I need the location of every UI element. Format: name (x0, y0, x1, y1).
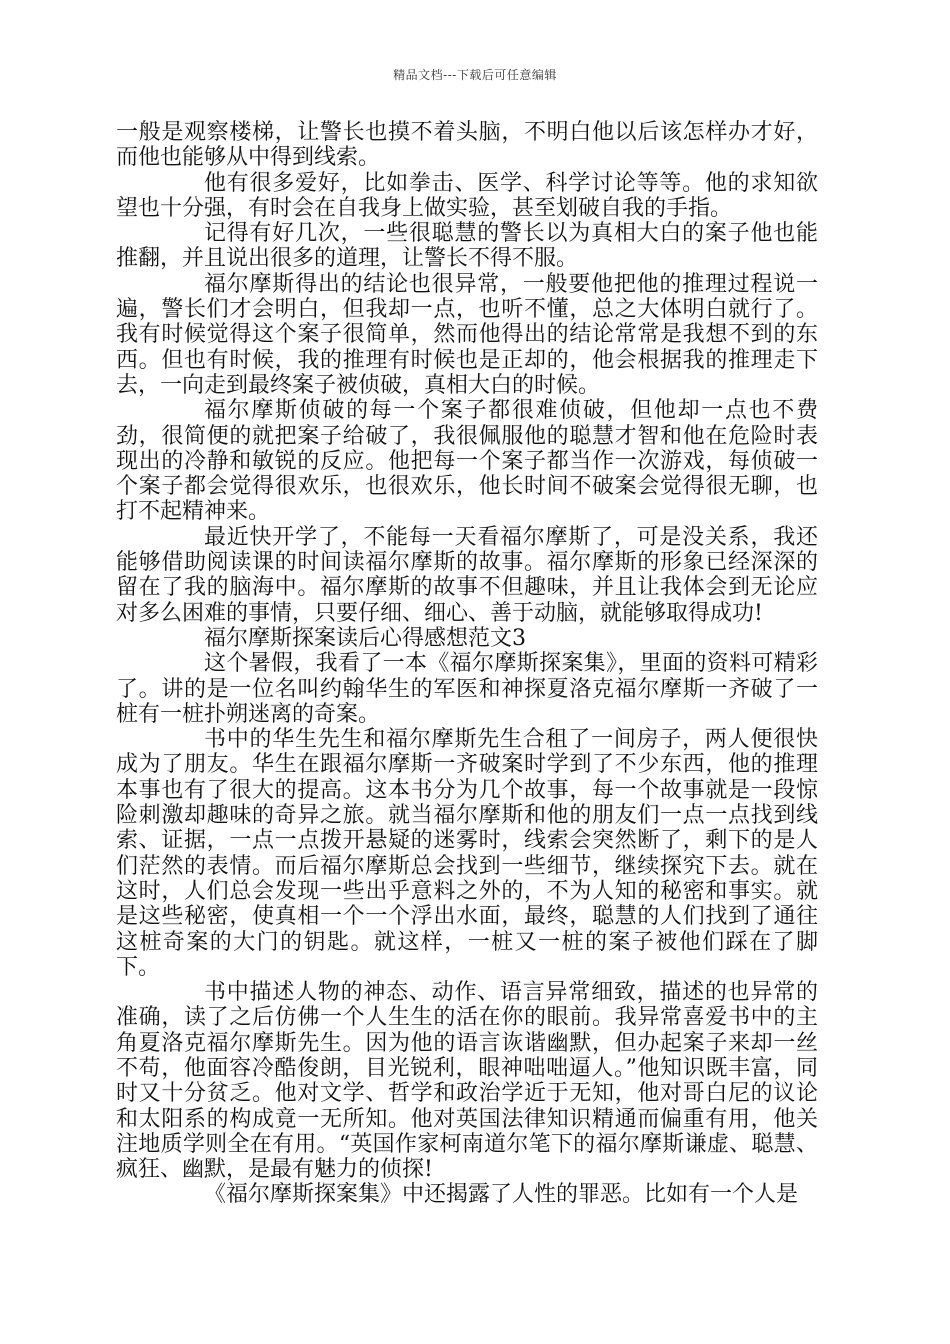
paragraph: 这个暑假，我看了一本《福尔摩斯探案集》，里面的资料可精彩了。讲的是一位名叫约翰华生的军医和神探夏洛克福尔摩斯一齐破了一桩有一桩扑朔迷离的奇案。 (116, 651, 818, 727)
page-header: 精品文档---下载后可任意编辑 (393, 68, 557, 82)
paragraph: 记得有好几次，一些很聪慧的警长以为真相大白的案子他也能推翻，并且说出很多的道理，让警长不得不服。 (116, 221, 818, 272)
paragraph: 一般是观察楼梯，让警长也摸不着头脑，不明白他以后该怎样办才好，而他也能够从中得到线索。 (116, 120, 818, 171)
paragraph: 《福尔摩斯探案集》中还揭露了人性的罪恶。比如有一个人是 (204, 1182, 799, 1208)
paragraph: 福尔摩斯侦破的每一个案子都很难侦破，但他却一点也不费劲，很简便的就把案子给破了，我很佩服他的聪慧才智和他在危险时表现出的冷静和敏锐的反应。他把每一个案子都当作一次游戏，每侦破一个案子都会觉得很欢乐，也很欢乐，他长时间不破案会觉得很无聊，也打不起精神来。 (116, 398, 818, 525)
paragraph: 最近快开学了，不能每一天看福尔摩斯了，可是没关系，我还能够借助阅读课的时间读福尔摩斯的故事。福尔摩斯的形象已经深深的留在了我的脑海中。福尔摩斯的故事不但趣味，并且让我体会到无论应对多么困难的事情，只要仔细、细心、善于动脑，就能够取得成功! (116, 524, 818, 626)
paragraph: 福尔摩斯得出的结论也很异常，一般要他把他的推理过程说一遍，警长们才会明白，但我却一点，也听不懂，总之大体明白就行了。我有时候觉得这个案子很简单，然而他得出的结论常常是我想不到的东西。但也有时候，我的推理有时候也是正却的，他会根据我的推理走下去，一向走到最终案子被侦破，真相大白的时候。 (116, 271, 818, 398)
document-body (116, 120, 818, 1208)
paragraph: 书中的华生先生和福尔摩斯先生合租了一间房子，两人便很快成为了朋友。华生在跟福尔摩斯一齐破案时学到了不少东西，他的推理本事也有了很大的提高。这本书分为几个故事，每一个故事就是一段惊险刺激却趣味的奇异之旅。就当福尔摩斯和他的朋友们一点一点找到线索、证据，一点一点拨开悬疑的迷雾时，线索会突然断了，剩下的是人们茫然的表情。而后福尔摩斯总会找到一些细节，继续探究下去。就在这时，人们总会发现一些出乎意料之外的，不为人知的秘密和事实。就是这些秘密，使真相一个一个浮出水面，最终，聪慧的人们找到了通往这桩奇案的大门的钥匙。就这样，一桩又一桩的案子被他们踩在了脚下。 (116, 727, 818, 980)
section-heading: 福尔摩斯探案读后心得感想范文3 (204, 625, 526, 651)
paragraph: 书中描述人物的神态、动作、语言异常细致，描述的也异常的准确，读了之后仿佛一个人生生的活在你的眼前。我异常喜爱书中的主角夏洛克福尔摩斯先生。因为他的语言诙谐幽默，但办起案子来却一丝不苟，他面容冷酷俊朗，目光锐利，眼神咄咄逼人。”他知识既丰富，同时又十分贫乏。他对文学、哲学和政治学近于无知，他对哥白尼的议论和太阳系的构成竟一无所知。他对英国法律知识精通而偏重有用，他关注地质学则全在有用。“英国作家柯南道尔笔下的福尔摩斯谦虚、聪慧、疯狂、幽默，是最有魅力的侦探! (116, 980, 818, 1183)
paragraph: 他有很多爱好，比如拳击、医学、科学讨论等等。他的求知欲望也十分强，有时会在自我身上做实验，甚至划破自我的手指。 (116, 170, 818, 221)
